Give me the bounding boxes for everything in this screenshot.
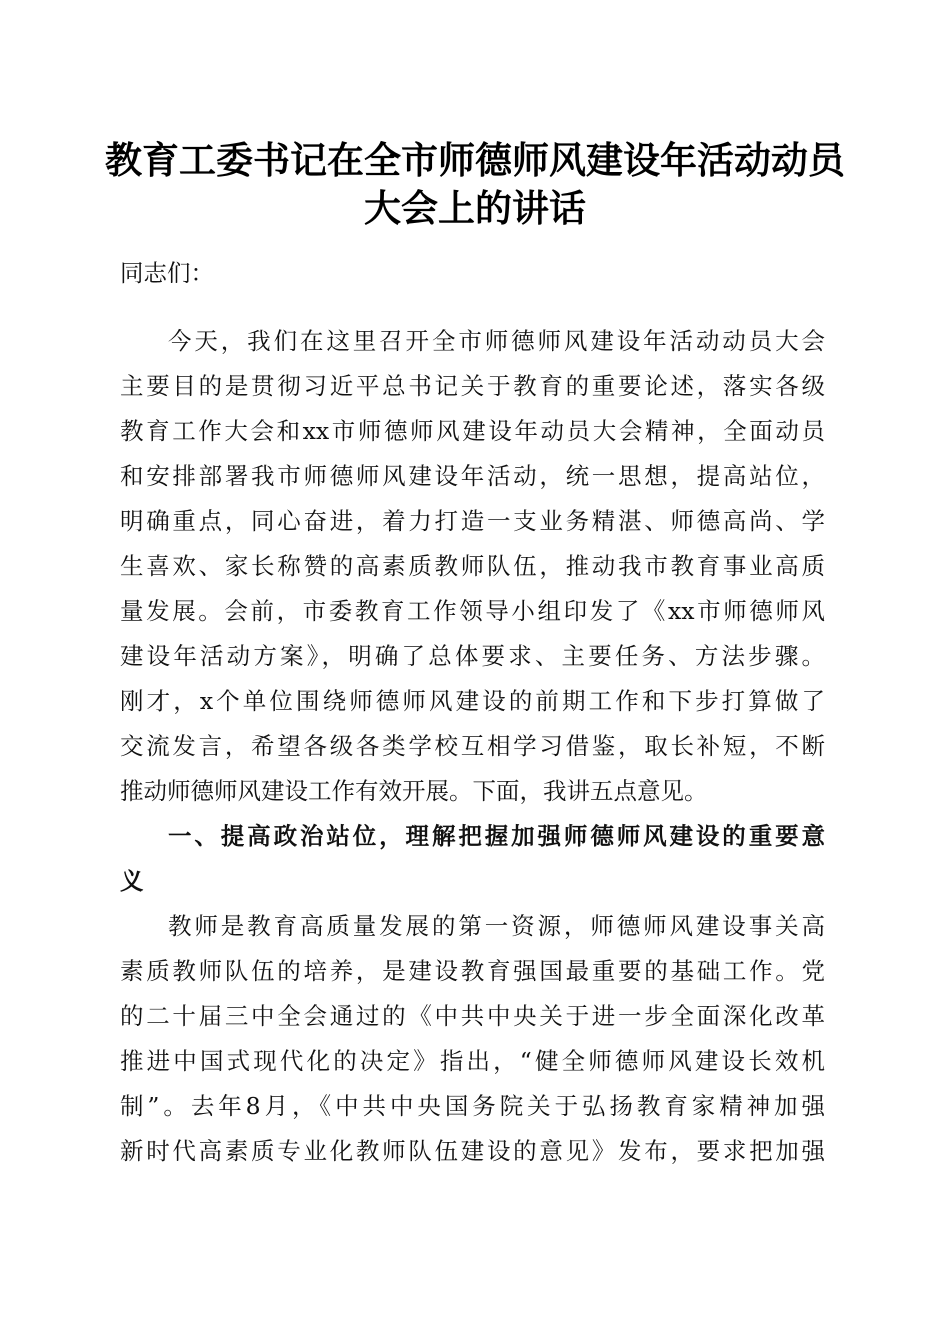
paragraph-1-line: 建设年活动方案》，明确了总体要求、主要任务、方法步骤。: [120, 642, 825, 670]
paragraph-1-line: 明确重点，同心奋进，着力打造一支业务精湛、师德高尚、学: [120, 507, 825, 535]
paragraph-1-line: 量发展。会前，市委教育工作领导小组印发了《xx市师德师风: [120, 597, 825, 625]
paragraph-2-line: 推进中国式现代化的决定》指出，“健全师德师风建设长效机: [120, 1047, 825, 1075]
document-title-line-1: 教育工委书记在全市师德师风建设年活动动员: [105, 138, 845, 182]
paragraph-2-line: 教师是教育高质量发展的第一资源，师德师风建设事关高: [168, 912, 825, 940]
paragraph-1-line: 刚才，x个单位围绕师德师风建设的前期工作和下步打算做了: [120, 687, 825, 715]
section-heading-1-cont: 义: [120, 867, 144, 895]
paragraph-2-line: 新时代高素质专业化教师队伍建设的意见》发布，要求把加强: [120, 1137, 825, 1165]
paragraph-1-line: 教育工作大会和xx市师德师风建设年动员大会精神，全面动员: [120, 417, 825, 445]
paragraph-1-line: 和安排部署我市师德师风建设年活动，统一思想，提高站位，: [120, 462, 825, 490]
paragraph-1-line: 推动师德师风建设工作有效开展。下面，我讲五点意见。: [120, 777, 708, 805]
paragraph-1-line: 主要目的是贯彻习近平总书记关于教育的重要论述，落实各级: [120, 372, 825, 400]
document-title-line-2: 大会上的讲话: [364, 186, 586, 230]
paragraph-1-line: 交流发言，希望各级各类学校互相学习借鉴，取长补短，不断: [120, 732, 825, 760]
paragraph-2-line: 的二十届三中全会通过的《中共中央关于进一步全面深化改革: [120, 1002, 825, 1030]
salutation: 同志们：: [120, 259, 214, 287]
paragraph-1-line: 生喜欢、家长称赞的高素质教师队伍，推动我市教育事业高质: [120, 552, 825, 580]
paragraph-2-line: 素质教师队伍的培养，是建设教育强国最重要的基础工作。党: [120, 957, 825, 985]
paragraph-2-line: 制”。去年8月，《中共中央国务院关于弘扬教育家精神加强: [120, 1092, 825, 1120]
paragraph-1-line: 今天，我们在这里召开全市师德师风建设年活动动员大会: [168, 327, 825, 355]
section-heading-1: 一、提高政治站位，理解把握加强师德师风建设的重要意: [168, 822, 825, 850]
